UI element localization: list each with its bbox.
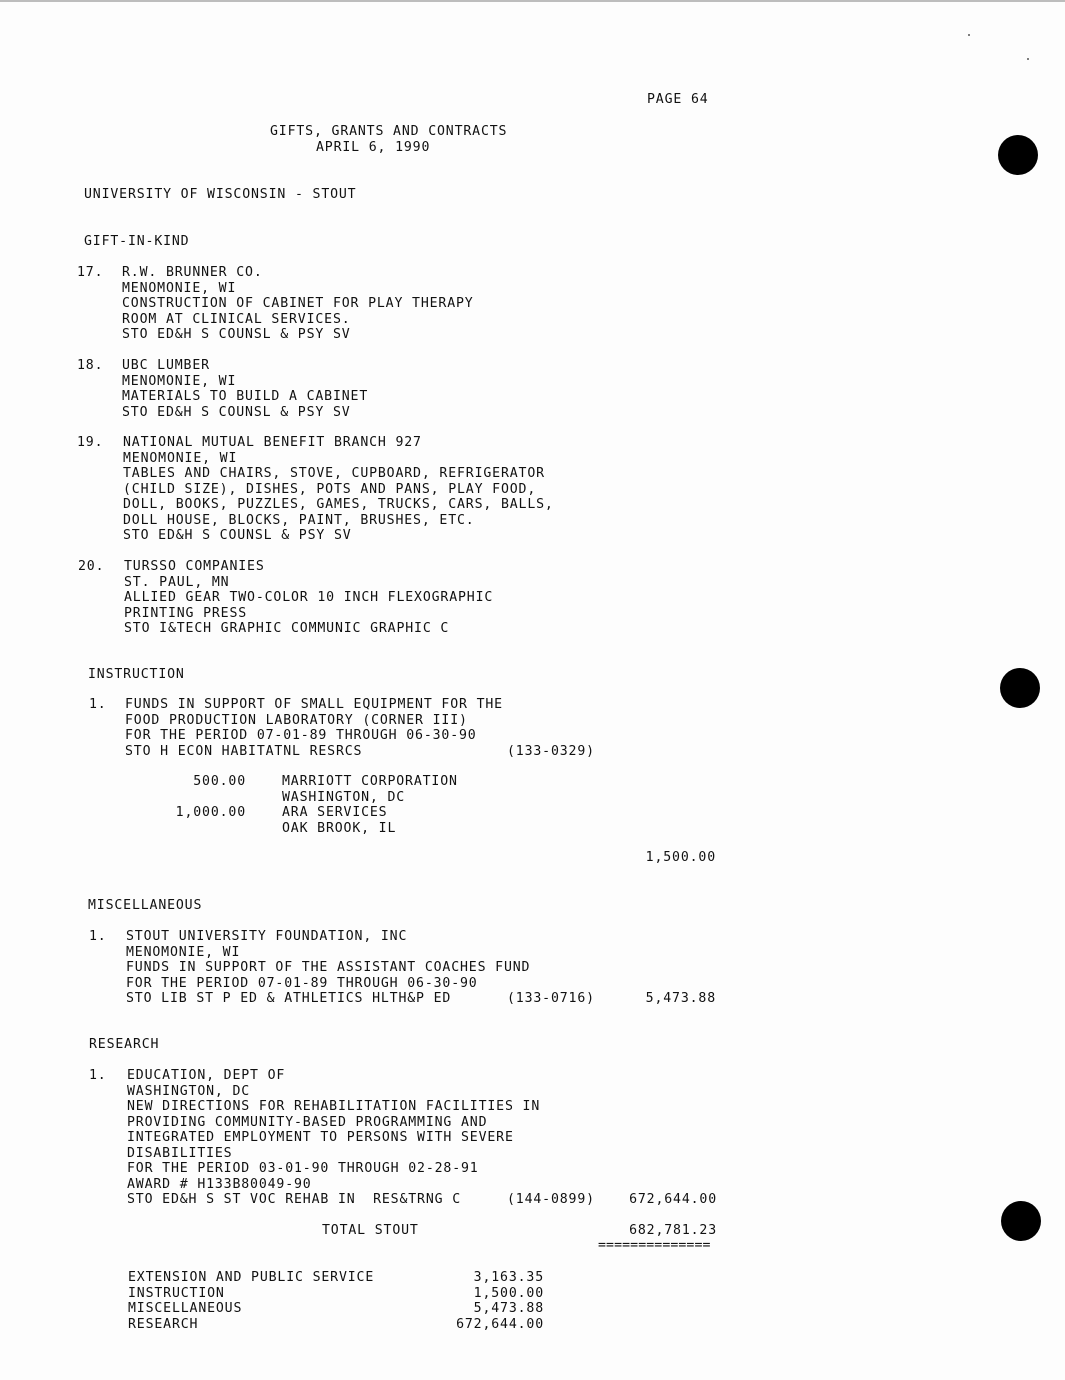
hole-punch-icon [998, 135, 1038, 175]
section-heading-miscellaneous: MISCELLANEOUS [88, 898, 203, 913]
account-number: (144-0899) [507, 1192, 595, 1207]
item-line: NEW DIRECTIONS FOR REHABILITATION FACILITIES IN [127, 1099, 541, 1114]
item-line: TURSSO COMPANIES [124, 559, 265, 574]
item-line: DOLL, BOOKS, PUZZLES, GAMES, TRUCKS, CARS, BALLS, [123, 497, 554, 512]
total-label: TOTAL STOUT [322, 1223, 419, 1238]
item-line: WASHINGTON, DC [127, 1083, 251, 1099]
section-amount: 672,644.00 [629, 1192, 717, 1207]
document-title: GIFTS, GRANTS AND CONTRACTS [270, 124, 508, 139]
item-number: 18. [77, 358, 104, 373]
item-line: MATERIALS TO BUILD A CABINET [122, 389, 369, 404]
summary-label: MISCELLANEOUS [128, 1301, 243, 1316]
hole-punch-icon [1001, 1201, 1041, 1241]
item-line: NATIONAL MUTUAL BENEFIT BRANCH 927 [123, 435, 422, 450]
item-line: INTEGRATED EMPLOYMENT TO PERSONS WITH SEVERE [127, 1130, 514, 1145]
item-number: 20. [78, 559, 105, 574]
scan-speck [968, 34, 970, 36]
summary-label: RESEARCH [128, 1316, 199, 1332]
item-line: AWARD # H133B80049-90 [127, 1176, 312, 1192]
item-line: MENOMONIE, WI [122, 280, 237, 296]
section-heading-research: RESEARCH [89, 1037, 160, 1052]
item-line: MENOMONIE, WI [126, 944, 241, 960]
institution-name: UNIVERSITY OF WISCONSIN - STOUT [84, 187, 357, 202]
item-line: (CHILD SIZE), DISHES, POTS AND PANS, PLAY FOOD, [123, 481, 537, 497]
item-line: ALLIED GEAR TWO-COLOR 10 INCH FLEXOGRAPHIC [124, 590, 494, 605]
section-amount: 1,500.00 [645, 850, 716, 865]
hole-punch-icon [1000, 668, 1040, 708]
summary-amount: 672,644.00 [456, 1316, 544, 1332]
item-line: EDUCATION, DEPT OF [127, 1068, 286, 1083]
document-date: APRIL 6, 1990 [316, 140, 431, 155]
item-line: ROOM AT CLINICAL SERVICES. [122, 311, 351, 327]
item-line: FOOD PRODUCTION LABORATORY (CORNER III) [125, 712, 468, 728]
total-amount: 682,781.23 [629, 1223, 717, 1238]
donor-location: WASHINGTON, DC [282, 789, 406, 805]
item-number: 1. [89, 929, 107, 944]
item-line: MENOMONIE, WI [122, 373, 237, 389]
total-double-underline: ============== [598, 1238, 711, 1253]
summary-amount: 3,163.35 [473, 1270, 544, 1285]
donor-amount: 500.00 [193, 774, 246, 789]
item-line: STO I&TECH GRAPHIC COMMUNIC GRAPHIC C [124, 621, 450, 636]
item-number: 1. [89, 1068, 107, 1083]
item-line: STO ED&H S COUNSL & PSY SV [123, 528, 352, 543]
summary-label: EXTENSION AND PUBLIC SERVICE [128, 1270, 375, 1285]
section-amount: 5,473.88 [645, 991, 716, 1006]
section-heading-instruction: INSTRUCTION [88, 667, 185, 682]
item-line: CONSTRUCTION OF CABINET FOR PLAY THERAPY [122, 296, 474, 311]
summary-amount: 5,473.88 [473, 1301, 544, 1316]
item-line: FUNDS IN SUPPORT OF THE ASSISTANT COACHES FUND [126, 960, 531, 975]
item-line: DOLL HOUSE, BLOCKS, PAINT, BRUSHES, ETC. [123, 512, 475, 528]
item-line: MENOMONIE, WI [123, 450, 238, 466]
item-line: STOUT UNIVERSITY FOUNDATION, INC [126, 929, 408, 944]
item-number: 1. [89, 697, 107, 712]
summary-amount: 1,500.00 [473, 1285, 544, 1301]
donor-amount: 1,000.00 [175, 805, 246, 820]
summary-label: INSTRUCTION [128, 1285, 225, 1301]
item-line: ST. PAUL, MN [124, 574, 230, 590]
item-line: STO ED&H S COUNSL & PSY SV [122, 327, 351, 342]
item-line: PROVIDING COMMUNITY-BASED PROGRAMMING AND [127, 1114, 488, 1130]
item-line: DISABILITIES [127, 1145, 233, 1161]
item-line: STO H ECON HABITATNL RESRCS [125, 743, 363, 759]
donor-name: MARRIOTT CORPORATION [282, 774, 458, 789]
item-line: UBC LUMBER [122, 358, 210, 373]
item-line: R.W. BRUNNER CO. [122, 265, 263, 280]
item-line: FOR THE PERIOD 07-01-89 THROUGH 06-30-90 [125, 728, 477, 743]
item-number: 17. [77, 265, 104, 280]
item-line: FOR THE PERIOD 07-01-89 THROUGH 06-30-90 [126, 975, 478, 991]
donor-name: ARA SERVICES [282, 805, 388, 820]
item-line: STO ED&H S ST VOC REHAB IN RES&TRNG C [127, 1192, 462, 1207]
account-number: (133-0716) [507, 991, 595, 1006]
item-line: FUNDS IN SUPPORT OF SMALL EQUIPMENT FOR THE [125, 697, 503, 712]
scan-speck [1027, 58, 1029, 60]
item-line: STO ED&H S COUNSL & PSY SV [122, 404, 351, 420]
account-number: (133-0329) [507, 743, 595, 759]
item-line: PRINTING PRESS [124, 605, 248, 621]
item-number: 19. [77, 435, 104, 450]
donor-location: OAK BROOK, IL [282, 820, 397, 836]
scan-edge-line [0, 0, 1065, 2]
item-line: STO LIB ST P ED & ATHLETICS HLTH&P ED [126, 991, 452, 1006]
page-number: PAGE 64 [647, 92, 709, 107]
item-line: FOR THE PERIOD 03-01-90 THROUGH 02-28-91 [127, 1161, 479, 1176]
section-heading-gift-in-kind: GIFT-IN-KIND [84, 234, 190, 249]
item-line: TABLES AND CHAIRS, STOVE, CUPBOARD, REFRIGERATOR [123, 466, 545, 481]
